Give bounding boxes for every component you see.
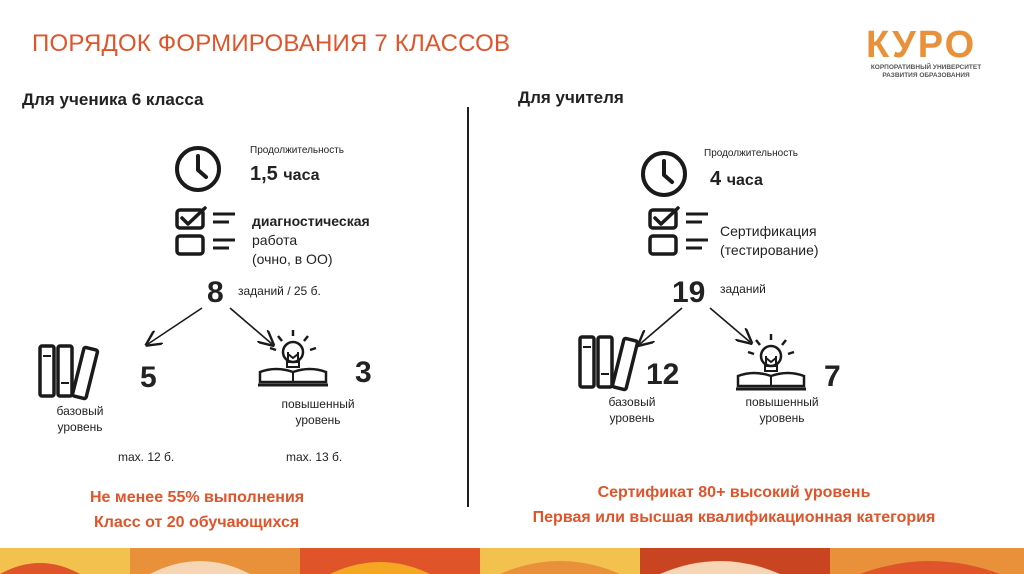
logo-subtitle-line2: РАЗВИТИЯ ОБРАЗОВАНИЯ xyxy=(882,72,970,79)
student-heading: Для ученика 6 класса xyxy=(22,90,204,109)
student-duration-unit: часа xyxy=(283,167,320,184)
teacher-advanced-label xyxy=(734,394,830,426)
teacher-basic-line2: уровень xyxy=(609,411,655,425)
student-note xyxy=(90,485,304,535)
student-basic-line1: базовый xyxy=(56,404,104,418)
books-icon xyxy=(38,343,102,399)
teacher-basic-label xyxy=(592,394,672,426)
lightbulb-book-icon xyxy=(736,332,806,392)
student-basic-max: max. 12 б. xyxy=(118,450,175,464)
student-advanced-label xyxy=(270,396,366,428)
teacher-duration-label: Продолжительность xyxy=(704,148,798,159)
student-tasks-count: 8 xyxy=(207,276,224,309)
student-format-line3: (очно, в ОО) xyxy=(252,251,333,267)
teacher-note-line2: Первая или высшая квалификационная категория xyxy=(532,509,936,526)
student-duration-value: 1,5 xyxy=(250,163,278,185)
student-note-line2: Класс от 20 обучающихся xyxy=(94,514,300,531)
teacher-tasks-label: заданий xyxy=(720,282,766,296)
student-tasks-label: заданий / 25 б. xyxy=(238,284,321,298)
logo-subtitle-line1: КОРПОРАТИВНЫЙ УНИВЕРСИТЕТ xyxy=(870,64,982,71)
teacher-heading: Для учителя xyxy=(518,88,624,107)
student-basic-count: 5 xyxy=(140,361,157,394)
student-basic-label xyxy=(40,403,120,435)
clock-icon xyxy=(640,150,690,200)
student-advanced-count: 3 xyxy=(355,356,372,389)
student-advanced-max: max. 13 б. xyxy=(286,450,343,464)
logo-word: КУРО xyxy=(866,24,977,66)
teacher-duration-value: 4 xyxy=(710,168,722,190)
teacher-tasks-count: 19 xyxy=(672,276,706,309)
teacher-format-line1: Сертификация xyxy=(720,223,817,239)
student-format-line2: работа xyxy=(252,232,298,248)
teacher-duration xyxy=(710,168,763,191)
column-divider xyxy=(467,107,469,507)
clock-icon xyxy=(174,145,224,195)
student-format-line1: диагностическая xyxy=(252,213,370,229)
teacher-advanced-line1: повышенный xyxy=(745,395,819,409)
student-advanced-line1: повышенный xyxy=(281,397,355,411)
decorative-bottom-bar xyxy=(0,548,1024,574)
teacher-advanced-count: 7 xyxy=(824,360,841,393)
teacher-note xyxy=(496,480,972,530)
teacher-basic-line1: базовый xyxy=(608,395,656,409)
teacher-advanced-line2: уровень xyxy=(759,411,805,425)
student-note-line1: Не менее 55% выполнения xyxy=(90,489,305,506)
student-duration xyxy=(250,163,320,186)
student-duration-label: Продолжительность xyxy=(250,145,344,156)
checklist-icon xyxy=(648,208,712,256)
page-title: ПОРЯДОК ФОРМИРОВАНИЯ 7 КЛАССОВ xyxy=(32,30,511,57)
lightbulb-book-icon xyxy=(258,328,328,388)
teacher-note-line1: Сертификат 80+ высокий уровень xyxy=(597,484,871,501)
arrow-to-basic xyxy=(148,308,202,344)
teacher-format xyxy=(720,222,819,260)
student-advanced-line2: уровень xyxy=(295,413,341,427)
teacher-duration-unit: часа xyxy=(726,172,763,189)
teacher-format-line2: (тестирование) xyxy=(720,242,819,258)
student-format xyxy=(252,212,370,269)
arrow-to-basic xyxy=(640,308,682,344)
kuro-logo xyxy=(866,26,986,86)
teacher-basic-count: 12 xyxy=(646,358,680,391)
books-icon xyxy=(578,334,642,390)
checklist-icon xyxy=(175,208,239,256)
student-basic-line2: уровень xyxy=(57,420,103,434)
